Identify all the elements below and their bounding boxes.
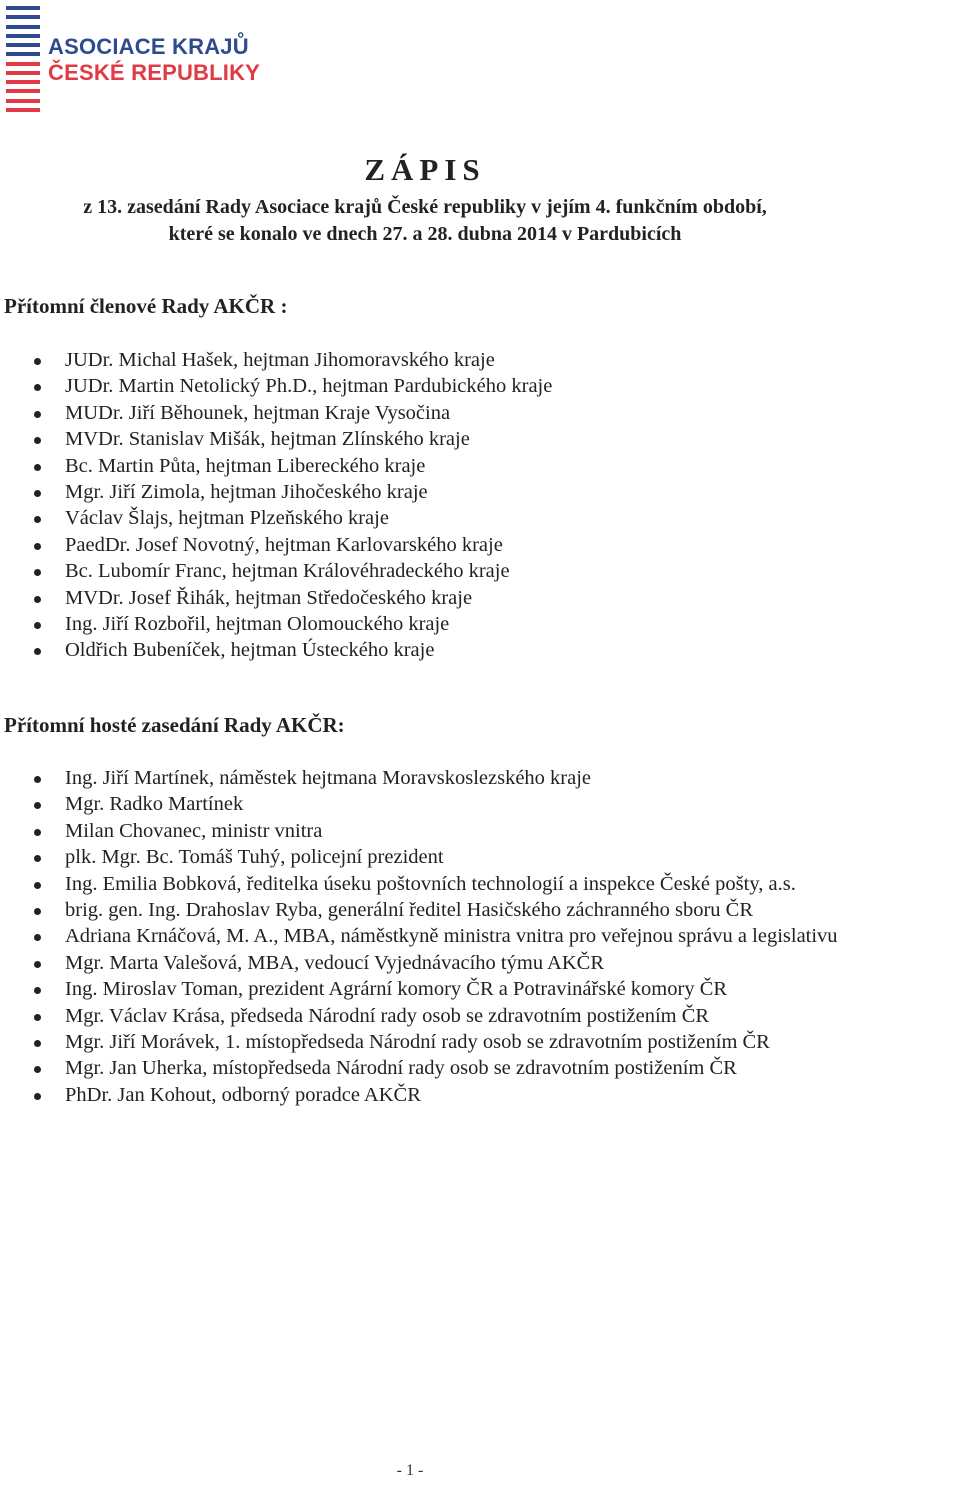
guests-heading: Přítomní hosté zasedání Rady AKČR:	[4, 713, 345, 737]
logo-wordmark	[48, 34, 260, 86]
document-subtitle	[40, 194, 810, 248]
guests-list	[30, 765, 860, 1108]
list-item: Milan Chovanec, ministr vnitra	[30, 818, 860, 844]
list-item: PhDr. Jan Kohout, odborný poradce AKČR	[30, 1082, 860, 1108]
list-item: JUDr. Michal Hašek, hejtman Jihomoravského kraje	[30, 347, 552, 373]
organization-logo	[6, 6, 260, 112]
list-item: Václav Šlajs, hejtman Plzeňského kraje	[30, 505, 552, 531]
logo-stripe	[6, 80, 40, 84]
list-item: PaedDr. Josef Novotný, hejtman Karlovarského kraje	[30, 532, 552, 558]
list-item: Mgr. Václav Krása, předseda Národní rady osob se zdravotním postižením ČR	[30, 1003, 860, 1029]
list-item: MVDr. Josef Řihák, hejtman Středočeského kraje	[30, 585, 552, 611]
list-item: Bc. Martin Půta, hejtman Libereckého kraje	[30, 453, 552, 479]
list-item: Oldřich Bubeníček, hejtman Ústeckého kraje	[30, 637, 552, 663]
list-item: Mgr. Jiří Zimola, hejtman Jihočeského kraje	[30, 479, 552, 505]
logo-stripe	[6, 34, 40, 38]
list-item: JUDr. Martin Netolický Ph.D., hejtman Pardubického kraje	[30, 373, 552, 399]
logo-stripe	[6, 6, 40, 10]
members-list	[30, 347, 552, 664]
logo-line-1: ASOCIACE KRAJŮ	[48, 34, 249, 59]
list-item: Ing. Jiří Rozbořil, hejtman Olomouckého kraje	[30, 611, 552, 637]
logo-stripe	[6, 25, 40, 29]
logo-line-2: ČESKÉ REPUBLIKY	[48, 60, 261, 85]
list-item: Ing. Miroslav Toman, prezident Agrární komory ČR a Potravinářské komory ČR	[30, 976, 860, 1002]
logo-stripe	[6, 108, 40, 112]
logo-stripe	[6, 89, 40, 93]
list-item: plk. Mgr. Bc. Tomáš Tuhý, policejní prezident	[30, 844, 860, 870]
logo-stripe	[6, 43, 40, 47]
logo-stripe	[6, 62, 40, 66]
subtitle-line-1: z 13. zasedání Rady Asociace krajů České republiky v jejím 4. funkčním období,	[83, 196, 767, 218]
list-item: Adriana Krnáčová, M. A., MBA, náměstkyně ministra vnitra pro veřejnou správu a legislativu	[30, 923, 860, 949]
logo-stripe	[6, 52, 40, 56]
list-item: Ing. Emilia Bobková, ředitelka úseku poštovních technologií a inspekce České pošty, a.s.	[30, 871, 860, 897]
logo-stripe	[6, 99, 40, 103]
logo-stripe	[6, 15, 40, 19]
list-item: Mgr. Radko Martínek	[30, 791, 860, 817]
document-title: ZÁPIS	[364, 152, 486, 187]
list-item: MUDr. Jiří Běhounek, hejtman Kraje Vysočina	[30, 400, 552, 426]
subtitle-line-2: které se konalo ve dnech 27. a 28. dubna 2014 v Pardubicích	[168, 223, 682, 245]
list-item: Bc. Lubomír Franc, hejtman Královéhradeckého kraje	[30, 558, 552, 584]
list-item: Mgr. Jiří Morávek, 1. místopředseda Národní rady osob se zdravotním postižením ČR	[30, 1029, 860, 1055]
list-item: MVDr. Stanislav Mišák, hejtman Zlínského kraje	[30, 426, 552, 452]
logo-stripe	[6, 71, 40, 75]
list-item: Mgr. Jan Uherka, místopředseda Národní rady osob se zdravotním postižením ČR	[30, 1055, 860, 1081]
list-item: Mgr. Marta Valešová, MBA, vedoucí Vyjednávacího týmu AKČR	[30, 950, 860, 976]
members-heading: Přítomní členové Rady AKČR :	[4, 294, 288, 318]
list-item: Ing. Jiří Martínek, náměstek hejtmana Moravskoslezského kraje	[30, 765, 860, 791]
logo-stripes-icon	[6, 6, 40, 112]
page-number: - 1 -	[396, 1462, 424, 1479]
list-item: brig. gen. Ing. Drahoslav Ryba, generální ředitel Hasičského záchranného sboru ČR	[30, 897, 860, 923]
